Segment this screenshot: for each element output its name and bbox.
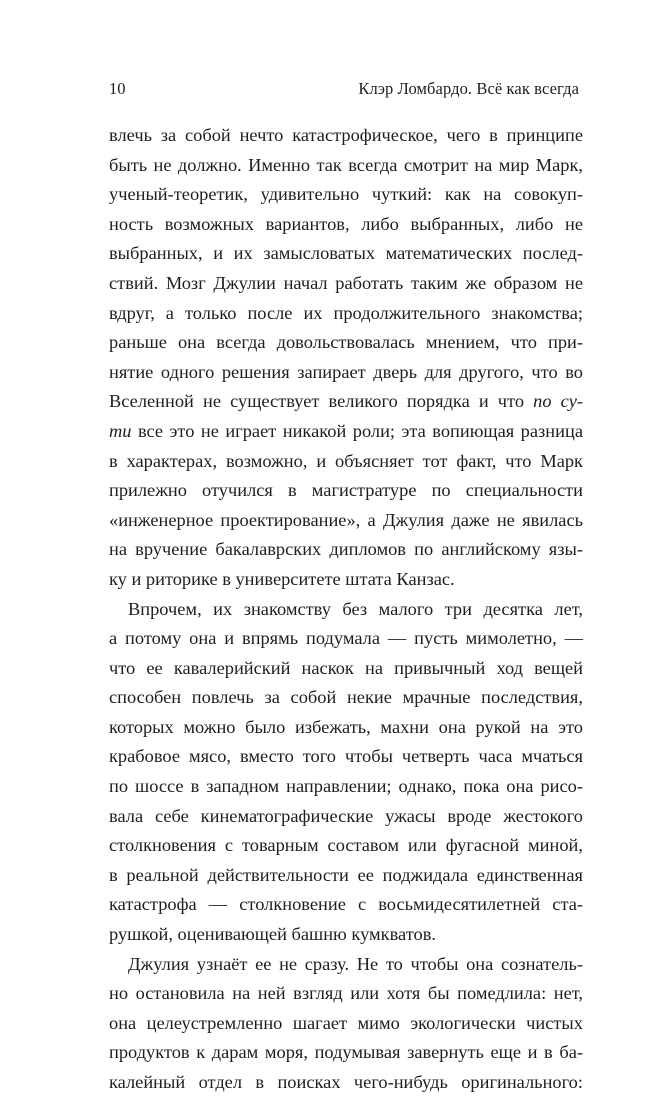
text-line: нятие одного решения запирает дверь для другого, что во (109, 361, 583, 382)
text-line: столкновения с товарным составом или фугасной миной, (109, 835, 583, 856)
text-line: в реальной действительности ее поджидала единственная (109, 864, 583, 885)
body-text (109, 121, 583, 1098)
text-line: но остановила на ней взгляд или хотя бы помедлила: нет, (109, 983, 583, 1004)
text-line: на вручение бакалаврских дипломов по английскому язы- (109, 539, 583, 560)
page-number: 10 (109, 79, 126, 98)
text-segment: все это не играет никакой роли; эта вопиющая разница (131, 420, 583, 441)
text-line: она целеустремленно шагает мимо экологически чистых (109, 1012, 583, 1033)
text-line: калейный отдел в поисках чего-нибудь оригинального: (109, 1072, 583, 1092)
text-line: крабовое мясо, вместо того чтобы четверть часа мчаться (109, 746, 583, 767)
text-line: ку и риторике в университете штата Канзас. (109, 568, 455, 589)
text-line: ствий. Мозг Джулии начал работать таким же образом не (109, 272, 583, 293)
text-line: раньше она всегда довольствовалась мнением, что при- (109, 332, 583, 353)
text-line: вдруг, а только после их продолжительного знакомства; (109, 302, 583, 323)
text-line: которых можно было избежать, махни она рукой на это (109, 716, 583, 737)
text-line: ность возможных вариантов, либо выбранных, либо не (109, 213, 583, 234)
text-segment: Вселенной не существует великого порядка и что (109, 391, 525, 412)
text-line (109, 417, 583, 447)
text-line: вала себе кинематографические ужасы вроде жестокого (109, 805, 583, 826)
text-line: Впрочем, их знакомству без малого три десятка лет, (128, 598, 583, 619)
italic-segment: ти (109, 420, 132, 441)
text-line: что ее кавалерийский наскок на привычный ход вещей (109, 657, 583, 678)
text-line: быть не должно. Именно так всегда смотрит на мир Марк, (109, 154, 583, 175)
running-title: Клэр Ломбардо. Всё как всегда (358, 79, 579, 98)
text-line: прилежно отучился в магистратуре по специальности (109, 480, 583, 501)
text-line: рушкой, оценивающей башню кумкватов. (109, 924, 436, 945)
text-line: способен повлечь за собой некие мрачные последствия, (109, 687, 583, 708)
text-line: в характерах, возможно, и объясняет тот факт, что Марк (109, 450, 583, 471)
text-line: влечь за собой нечто катастрофическое, чего в принципе (109, 125, 583, 145)
italic-segment: по су- (533, 391, 583, 412)
running-head (109, 79, 579, 99)
text-line: катастрофа — столкновение с восьмидесятилетней ста- (109, 894, 583, 915)
text-line: продуктов к дарам моря, подумывая завернуть еще и в ба- (109, 1042, 583, 1063)
text-line: ученый-теоретик, удивительно чуткий: как на совокуп- (109, 184, 583, 205)
text-line: «инженерное проектирование», а Джулия даже не явилась (109, 509, 583, 530)
text-line: а потому она и впрямь подумала — пусть мимолетно, — (109, 628, 583, 649)
text-line: по шоссе в западном направлении; однако, пока она рисо- (109, 776, 583, 797)
text-line: выбранных, и их замысловатых математических послед- (109, 243, 583, 264)
text-line: Джулия узнаёт ее не сразу. Не то чтобы она сознатель- (128, 953, 583, 974)
text-line (109, 387, 583, 417)
